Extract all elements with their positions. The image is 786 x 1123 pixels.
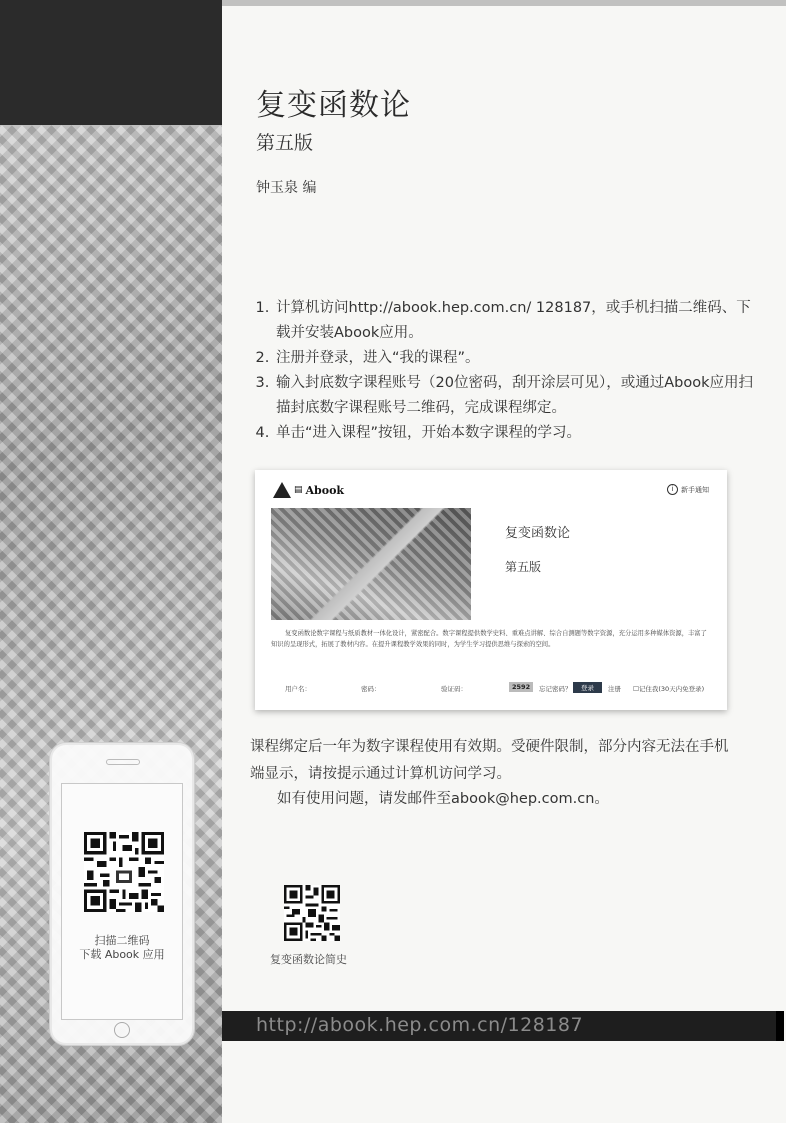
captcha-image: 2592 — [509, 682, 533, 692]
remember-me-checkbox[interactable]: ☐记住我(30天内免登录) — [633, 685, 705, 693]
top-scan-edge — [222, 0, 786, 6]
history-qr-caption: 复变函数论简史 — [270, 953, 347, 966]
abook-logo — [273, 482, 344, 498]
phone-speaker — [106, 759, 140, 765]
logo-book-icon: ▤ — [294, 485, 303, 495]
cover-dark-corner — [0, 0, 222, 125]
course-url: http://abook.hep.com.cn/128187 — [256, 1014, 584, 1036]
info-icon: i — [667, 484, 678, 495]
book-title: 复变函数论 — [256, 88, 411, 123]
captcha-label: 验证码： — [441, 685, 467, 693]
register-link[interactable]: 注册 — [608, 685, 621, 693]
forgot-password-link[interactable]: 忘记密码？ — [539, 685, 572, 693]
notice-link[interactable] — [667, 484, 709, 495]
course-description: 复变函数论数字课程与纸质教材一体化设计，紧密配合。数字课程提供数学史料、重难点讲解、综合自测题等数字资源，充分运用多种媒体资源，丰富了知识的呈现形式，拓展了教材内容。在提升课程教学效果的同时，为学生学习提供思维与探索的空间。 — [271, 630, 707, 648]
book-author: 钟玉泉 编 — [256, 180, 317, 196]
step-item: 4. 单击“进入课程”按钮，开始本数字课程的学习。 — [274, 421, 754, 446]
abook-site-preview — [255, 470, 727, 710]
url-banner-edge — [776, 1011, 784, 1041]
book-edition: 第五版 — [256, 132, 314, 154]
contact-note: 如有使用问题，请发邮件至abook@hep.com.cn。 — [277, 791, 609, 807]
step-item: 1. 计算机访问http://abook.hep.com.cn/ 128187，或手机扫描二维码、下载并安装Abook应用。 — [274, 296, 754, 346]
history-qr-code — [284, 885, 340, 941]
app-download-qr-code — [84, 832, 164, 912]
course-title: 复变函数论 — [505, 526, 571, 541]
logo-text: Abook — [305, 483, 345, 497]
phone-caption-download: 下载 Abook 应用 — [79, 948, 165, 961]
phone-home-button — [114, 1022, 130, 1038]
step-item: 2. 注册并登录，进入“我的课程”。 — [274, 346, 754, 371]
phone-caption-scan: 扫描二维码 — [94, 934, 150, 947]
password-label: 密码： — [361, 685, 381, 693]
course-edition: 第五版 — [505, 560, 542, 574]
instruction-steps — [250, 296, 754, 446]
course-cover-image — [271, 508, 471, 620]
validity-note: 课程绑定后一年为数字课程使用有效期。受硬件限制，部分内容无法在手机端显示，请按提示通过计算机访问学习。 — [250, 739, 729, 782]
step-item: 3. 输入封底数字课程账号（20位密码，刮开涂层可见），或通过Abook应用扫描封底数字课程账号二维码，完成课程绑定。 — [274, 371, 754, 421]
notice-label: 新手通知 — [681, 485, 709, 494]
logo-mountain-icon — [273, 482, 291, 498]
phone-screen — [61, 783, 183, 1020]
username-label: 用户名： — [285, 685, 311, 693]
phone-illustration — [50, 743, 194, 1045]
login-button[interactable]: 登录 — [573, 682, 602, 693]
